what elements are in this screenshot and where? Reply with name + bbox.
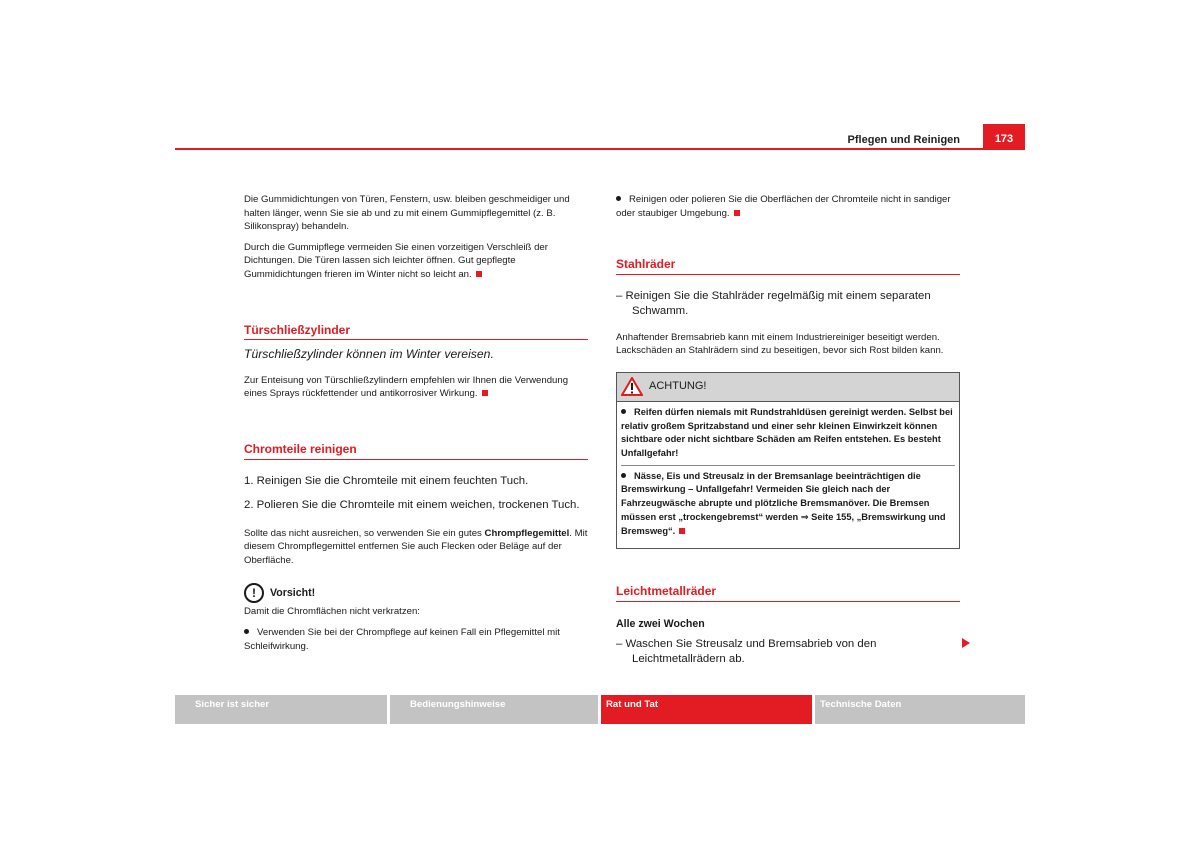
section-heading-alloy: Leichtmetallräder	[616, 585, 960, 602]
chrome-text-pre: Sollte das nicht ausreichen, so verwenden Sie ein gutes	[244, 527, 485, 539]
bullet-icon	[621, 473, 626, 478]
intro-paragraph-2	[244, 241, 588, 282]
warning-item-1-text: Reifen dürfen niemals mit Rundstrahldüsen gereinigt werden. Selbst bei relativ großem Spritzabstand und einer sehr kleinen Einwirkzeit können sichtbare oder nicht sichtbare Schäden am Reifen entstehen. Es besteht Unfallgefahr!	[621, 406, 953, 459]
footer-tab-safety[interactable]: Sicher ist sicher	[175, 695, 387, 724]
footer-tab-technical[interactable]: Technische Daten	[815, 695, 1025, 724]
warning-header	[617, 373, 959, 402]
next-page-arrow-icon	[962, 638, 970, 648]
chrome-text-bold: Chrompflegemittel	[484, 527, 570, 539]
bullet-icon	[616, 196, 621, 201]
section-heading-steel: Stahlräder	[616, 258, 960, 275]
lock-intro: Türschließzylinder können im Winter vereisen.	[244, 347, 494, 362]
warning-item-1	[621, 406, 955, 461]
chrome-step-2: 2. Polieren Sie die Chromteile mit einem weichen, trockenen Tuch.	[244, 498, 580, 511]
header-rule	[175, 148, 1025, 150]
steel-text: Anhaftender Bremsabrieb kann mit einem Industriereiniger beseitigt werden. Lackschäden an Stahlrädern sind zu beseitigen, bevor sich Rost bilden kann.	[616, 331, 944, 357]
bullet-icon	[244, 629, 249, 634]
warning-title: ACHTUNG!	[649, 380, 707, 393]
lock-text-body: Zur Enteisung von Türschließzylindern empfehlen wir Ihnen die Verwendung eines Sprays rückfettender und antikorrosiver Wirkung.	[244, 374, 569, 400]
steel-dash-1: – Reinigen Sie die Stahlräder regelmäßig mit einem separaten Schwamm.	[616, 289, 931, 317]
warning-item-2	[621, 470, 955, 539]
end-mark-icon	[679, 528, 685, 534]
warning-body	[617, 402, 959, 548]
caution-bullet-1-text: Verwenden Sie bei der Chrompflege auf keinen Fall ein Pflegemittel mit Schleifwirkung.	[244, 626, 560, 652]
warning-item-2-text: Nässe, Eis und Streusalz in der Bremsanlage beeinträchtigen die Bremswirkung – Unfallgefahr! Vermeiden Sie gleich nach der Fahrzeugwäsche abrupte und plötzliche Bremsmanöver. Die Bremsen müssen erst „trockengebremst“ werden ⇒ Seite 155, „Bremswirkung und Bremsweg“.	[621, 470, 946, 536]
chrome-text	[244, 527, 588, 568]
chrome-text-post: . Mit diesem Chrompflegemittel entfernen Sie auch Flecken oder Beläge auf der Oberfläche.	[244, 527, 588, 566]
footer-nav	[175, 695, 1025, 724]
footer-tab-advice[interactable]: Rat und Tat	[601, 695, 812, 724]
caution-header	[244, 583, 588, 603]
section-heading-chrome: Chromteile reinigen	[244, 443, 588, 460]
alloy-subheading: Alle zwei Wochen	[616, 617, 705, 630]
page-number: 173	[983, 124, 1025, 148]
intro-paragraph-1: Die Gummidichtungen von Türen, Fenstern, usw. bleiben geschmeidiger und halten länger, wenn Sie sie ab und zu mit einem Gummipflegemittel (z. B. Silikonspray) behandeln.	[244, 194, 570, 233]
end-mark-icon	[476, 271, 482, 277]
warning-box	[616, 372, 960, 549]
exclamation-circle-icon: !	[244, 583, 264, 603]
warning-separator	[621, 465, 955, 466]
warning-triangle-icon	[621, 377, 643, 396]
right-column	[616, 193, 960, 679]
lock-text	[244, 374, 588, 401]
chrome-step-1: 1. Reinigen Sie die Chromteile mit einem feuchten Tuch.	[244, 474, 529, 487]
end-mark-icon	[734, 210, 740, 216]
bullet-icon	[621, 409, 626, 414]
section-heading-lock: Türschließzylinder	[244, 324, 588, 341]
caution-intro: Damit die Chromflächen nicht verkratzen:	[244, 606, 420, 618]
caution-title: Vorsicht!	[270, 586, 316, 599]
page-header-title: Pflegen und Reinigen	[847, 134, 960, 146]
caution-bullet-2	[616, 193, 960, 220]
caution-bullet-1	[244, 626, 588, 653]
alloy-dash-1: – Waschen Sie Streusalz und Bremsabrieb von den Leichtmetallrädern ab.	[616, 638, 877, 666]
footer-tab-operation[interactable]: Bedienungshinweise	[390, 695, 598, 724]
caution-bullet-2-text: Reinigen oder polieren Sie die Oberflächen der Chromteile nicht in sandiger oder staubiger Umgebung.	[616, 194, 951, 219]
intro-paragraph-2-text: Durch die Gummipflege vermeiden Sie einen vorzeitigen Verschleiß der Dichtungen. Die Türen lassen sich leichter öffnen. Gut gepflegte Gummidichtungen frieren im Winter nicht so leicht an.	[244, 241, 548, 280]
left-column	[244, 193, 588, 660]
end-mark-icon	[482, 390, 488, 396]
